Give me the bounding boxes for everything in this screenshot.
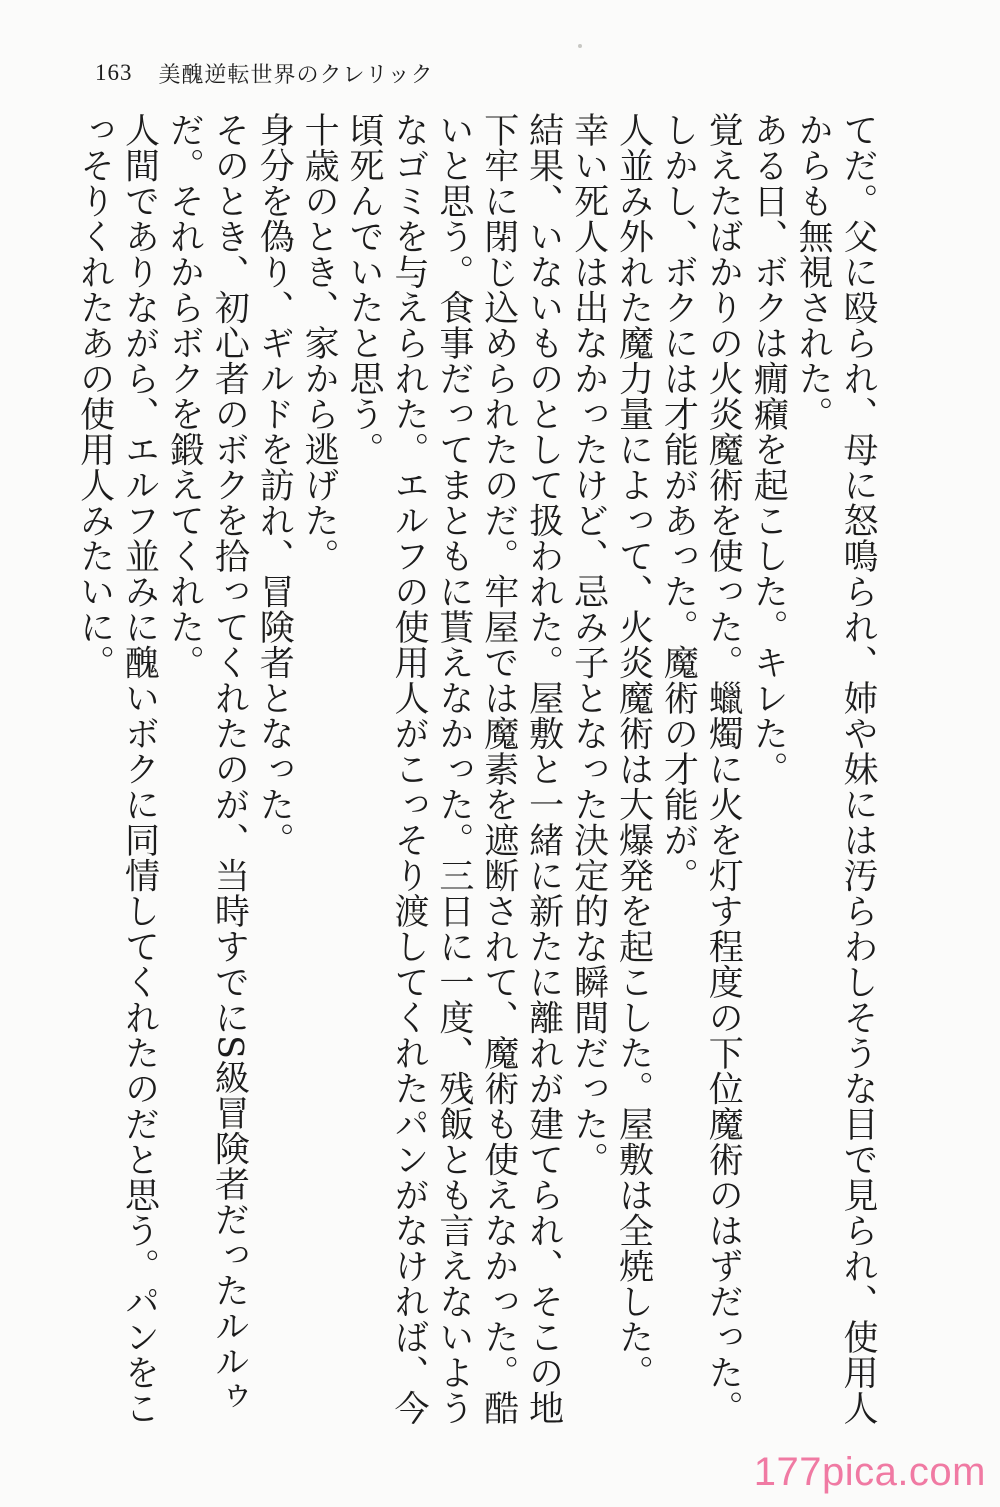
book-title: 美醜逆転世界のクレリック	[158, 62, 434, 88]
page-number: 163	[95, 60, 133, 85]
paragraph-4: 人並み外れた魔力量によって、火炎魔術は大爆発を起こした。屋敷は全焼した。	[613, 112, 654, 1390]
page-header	[95, 56, 434, 90]
vertical-body-text	[74, 112, 880, 1450]
paragraph-8: 身分を偽り、ギルドを訪れ、冒険者となった。	[254, 112, 295, 858]
paragraph-6: 結果、いないものとして扱われた。屋敷と一緒に新たに離れが建てられ、そこの地下牢に閉じ込められたのだ。牢屋では魔素を遮断されて、魔術も使えなかった。酷いと思う。食事だってまともに貰えなかった。三日に一度、残飯とも言えないようなゴミを与えられた。エルフの使用人がこっそり渡してくれたパンがなければ、今頃死んでいたと思う。	[344, 112, 564, 1426]
paragraph-2: ある日、ボクは癇癪を起こした。キレた。	[748, 112, 789, 787]
paragraph-3: 覚えたばかりの火炎魔術を使った。蠟燭に火を灯す程度の下位魔術のはずだった。しかし、ボクには才能があった。魔術の才能が。	[658, 112, 744, 1426]
paragraph-9: そのとき、初心者のボクを拾ってくれたのが、当時すでにS級冒険者だったルルゥだ。それからボクを鍛えてくれた。	[164, 112, 250, 1415]
watermark-text: 177pica.com	[753, 1450, 986, 1494]
paragraph-1: てだ。父に殴られ、母に怒鳴られ、姉や妹には汚らわしそうな目で見られ、使用人からも無視された。	[793, 112, 878, 1426]
scan-speck	[578, 44, 582, 48]
paragraph-7: 十歳のとき、家から逃げた。	[299, 112, 340, 574]
paragraph-10: 人間でありながら、エルフ並みに醜いボクに同情してくれたのだと思う。パンをこっそりくれたあの使用人みたいに。	[74, 112, 160, 1426]
paragraph-5: 幸い死人は出なかったけど、忌み子となった決定的な瞬間だった。	[568, 112, 609, 1177]
